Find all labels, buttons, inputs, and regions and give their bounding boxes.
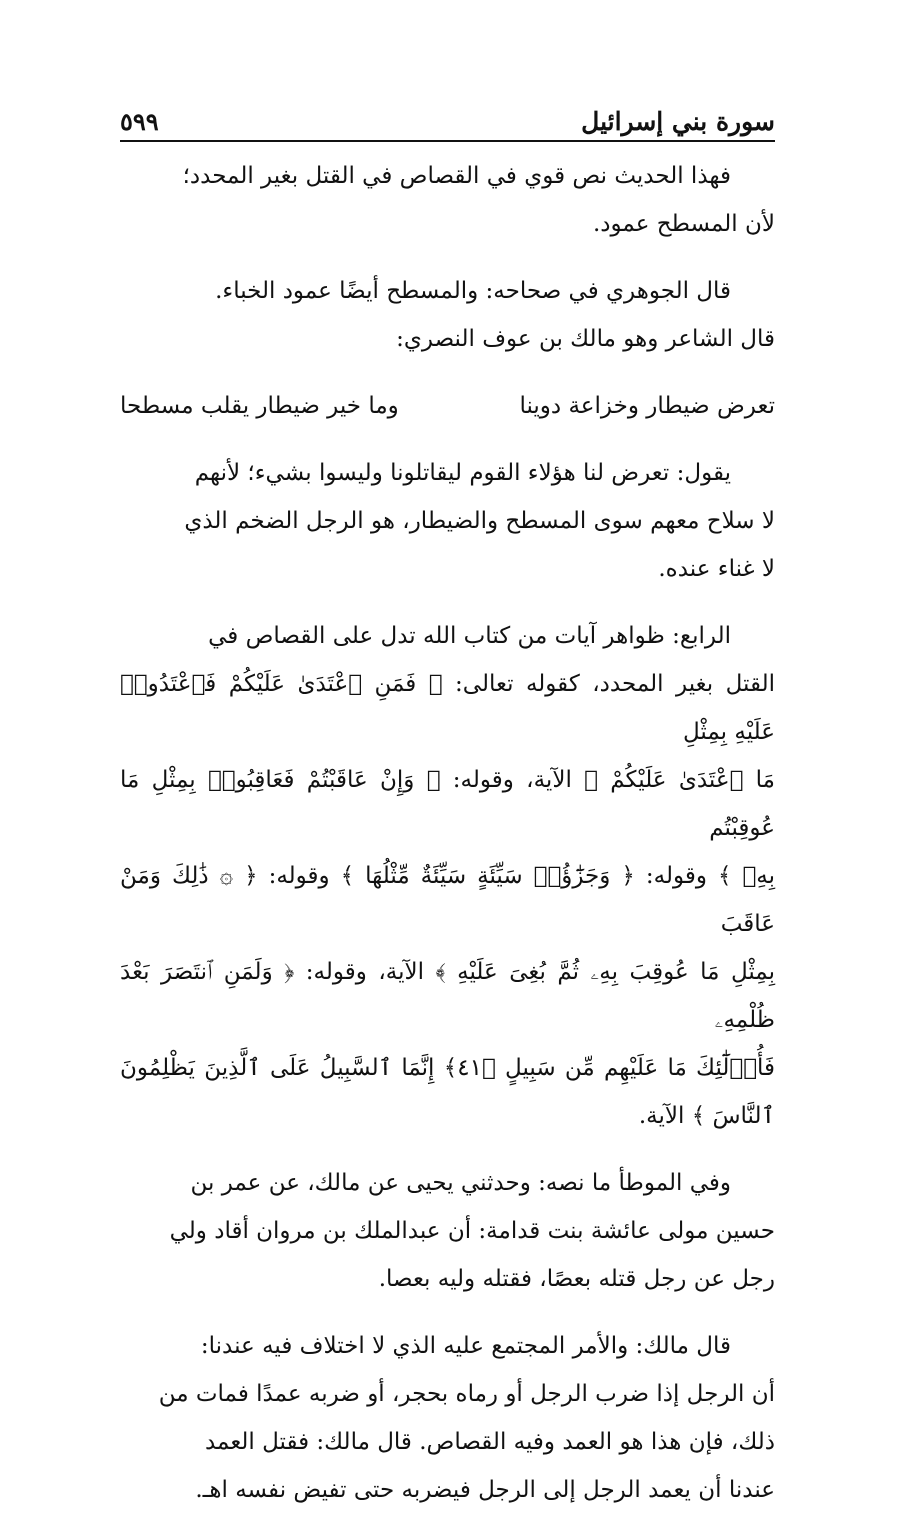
surah-title: سورة بني إسرائيل (581, 107, 775, 136)
page-body (120, 152, 775, 1514)
poem-hemistich-first: تعرض ضيطار وخزاعة دوينا (519, 393, 775, 419)
text-line: قال الشاعر وهو مالك بن عوف النصري: (396, 326, 775, 352)
text-line: لا سلاح معهم سوى المسطح والضيطار، هو الرجل الضخم الذي (184, 508, 775, 534)
page-header (120, 90, 775, 142)
quran-quote-line: بِهِۦ ﴾ وقوله: ﴿ وَجَزَٰٓؤُا۟ سَيِّئَةٍ سَيِّئَةٌ مِّثْلُهَا ﴾ وقوله: ﴿ ۞ ذَٰلِكَ وَمَنْ عَاقَبَ (120, 863, 775, 937)
text-line: يقول: تعرض لنا هؤلاء القوم ليقاتلونا وليسوا بشيء؛ لأنهم (194, 460, 731, 486)
paragraph-5 (120, 1159, 775, 1303)
quran-quote-line: فَأُو۟لَٰٓئِكَ مَا عَلَيْهِم مِّن سَبِيلٍ ﴿٤١﴾ إِنَّمَا ٱلسَّبِيلُ عَلَى ٱلَّذِينَ يَظْلِمُونَ ٱلنَّاسَ ﴾ الآية. (120, 1055, 775, 1129)
text-line: لا غناء عنده. (658, 556, 775, 582)
page-number: ٥٩٩ (120, 107, 159, 136)
text-line: رجل عن رجل قتله بعصًا، فقتله وليه بعصا. (378, 1266, 775, 1292)
book-page (120, 90, 775, 1533)
paragraph-6 (120, 1322, 775, 1514)
paragraph-1 (120, 152, 775, 248)
text-line: حسين مولى عائشة بنت قدامة: أن عبدالملك بن مروان أقاد ولي (169, 1218, 775, 1244)
poem-verse (120, 382, 775, 430)
text-line: أن الرجل إذا ضرب الرجل أو رماه بحجر، أو ضربه عمدًا فمات من (158, 1381, 775, 1407)
text-line: قال مالك: والأمر المجتمع عليه الذي لا اختلاف فيه عندنا: (200, 1333, 731, 1359)
text-line: فهذا الحديث نص قوي في القصاص في القتل بغير المحدد؛ (182, 163, 731, 189)
poem-hemistich-second: وما خير ضيطار يقلب مسطحا (120, 393, 399, 419)
quran-quote-line: القتل بغير المحدد، كقوله تعالى: ﴿ فَمَنِ ٱعْتَدَىٰ عَلَيْكُمْ فَٱعْتَدُوا۟ عَلَيْهِ بِمِثْلِ (120, 671, 775, 745)
text-line: الرابع: ظواهر آيات من كتاب الله تدل على القصاص في (208, 623, 731, 649)
paragraph-4 (120, 612, 775, 1140)
quran-quote-line: مَا ٱعْتَدَىٰ عَلَيْكُمْ ﴾ الآية، وقوله: ﴿ وَإِنْ عَاقَبْتُمْ فَعَاقِبُوا۟ بِمِثْلِ مَا عُوقِبْتُم (120, 767, 775, 841)
paragraph-2 (120, 267, 775, 363)
quran-quote-line: بِمِثْلِ مَا عُوقِبَ بِهِۦ ثُمَّ بُغِىَ عَلَيْهِ ﴾ الآية، وقوله: ﴿ وَلَمَنِ ٱنتَصَرَ بَعْدَ ظُلْمِهِۦ (120, 959, 775, 1033)
paragraph-3 (120, 449, 775, 593)
text-line: قال الجوهري في صحاحه: والمسطح أيضًا عمود الخباء. (215, 278, 731, 304)
text-line: ذلك، فإن هذا هو العمد وفيه القصاص. قال مالك: فقتل العمد (204, 1429, 775, 1455)
text-line: وفي الموطأ ما نصه: وحدثني يحيى عن مالك، عن عمر بن (190, 1170, 731, 1196)
text-line: لأن المسطح عمود. (592, 211, 775, 237)
text-line: عندنا أن يعمد الرجل إلى الرجل فيضربه حتى تفيض نفسه اهـ. (195, 1477, 775, 1503)
